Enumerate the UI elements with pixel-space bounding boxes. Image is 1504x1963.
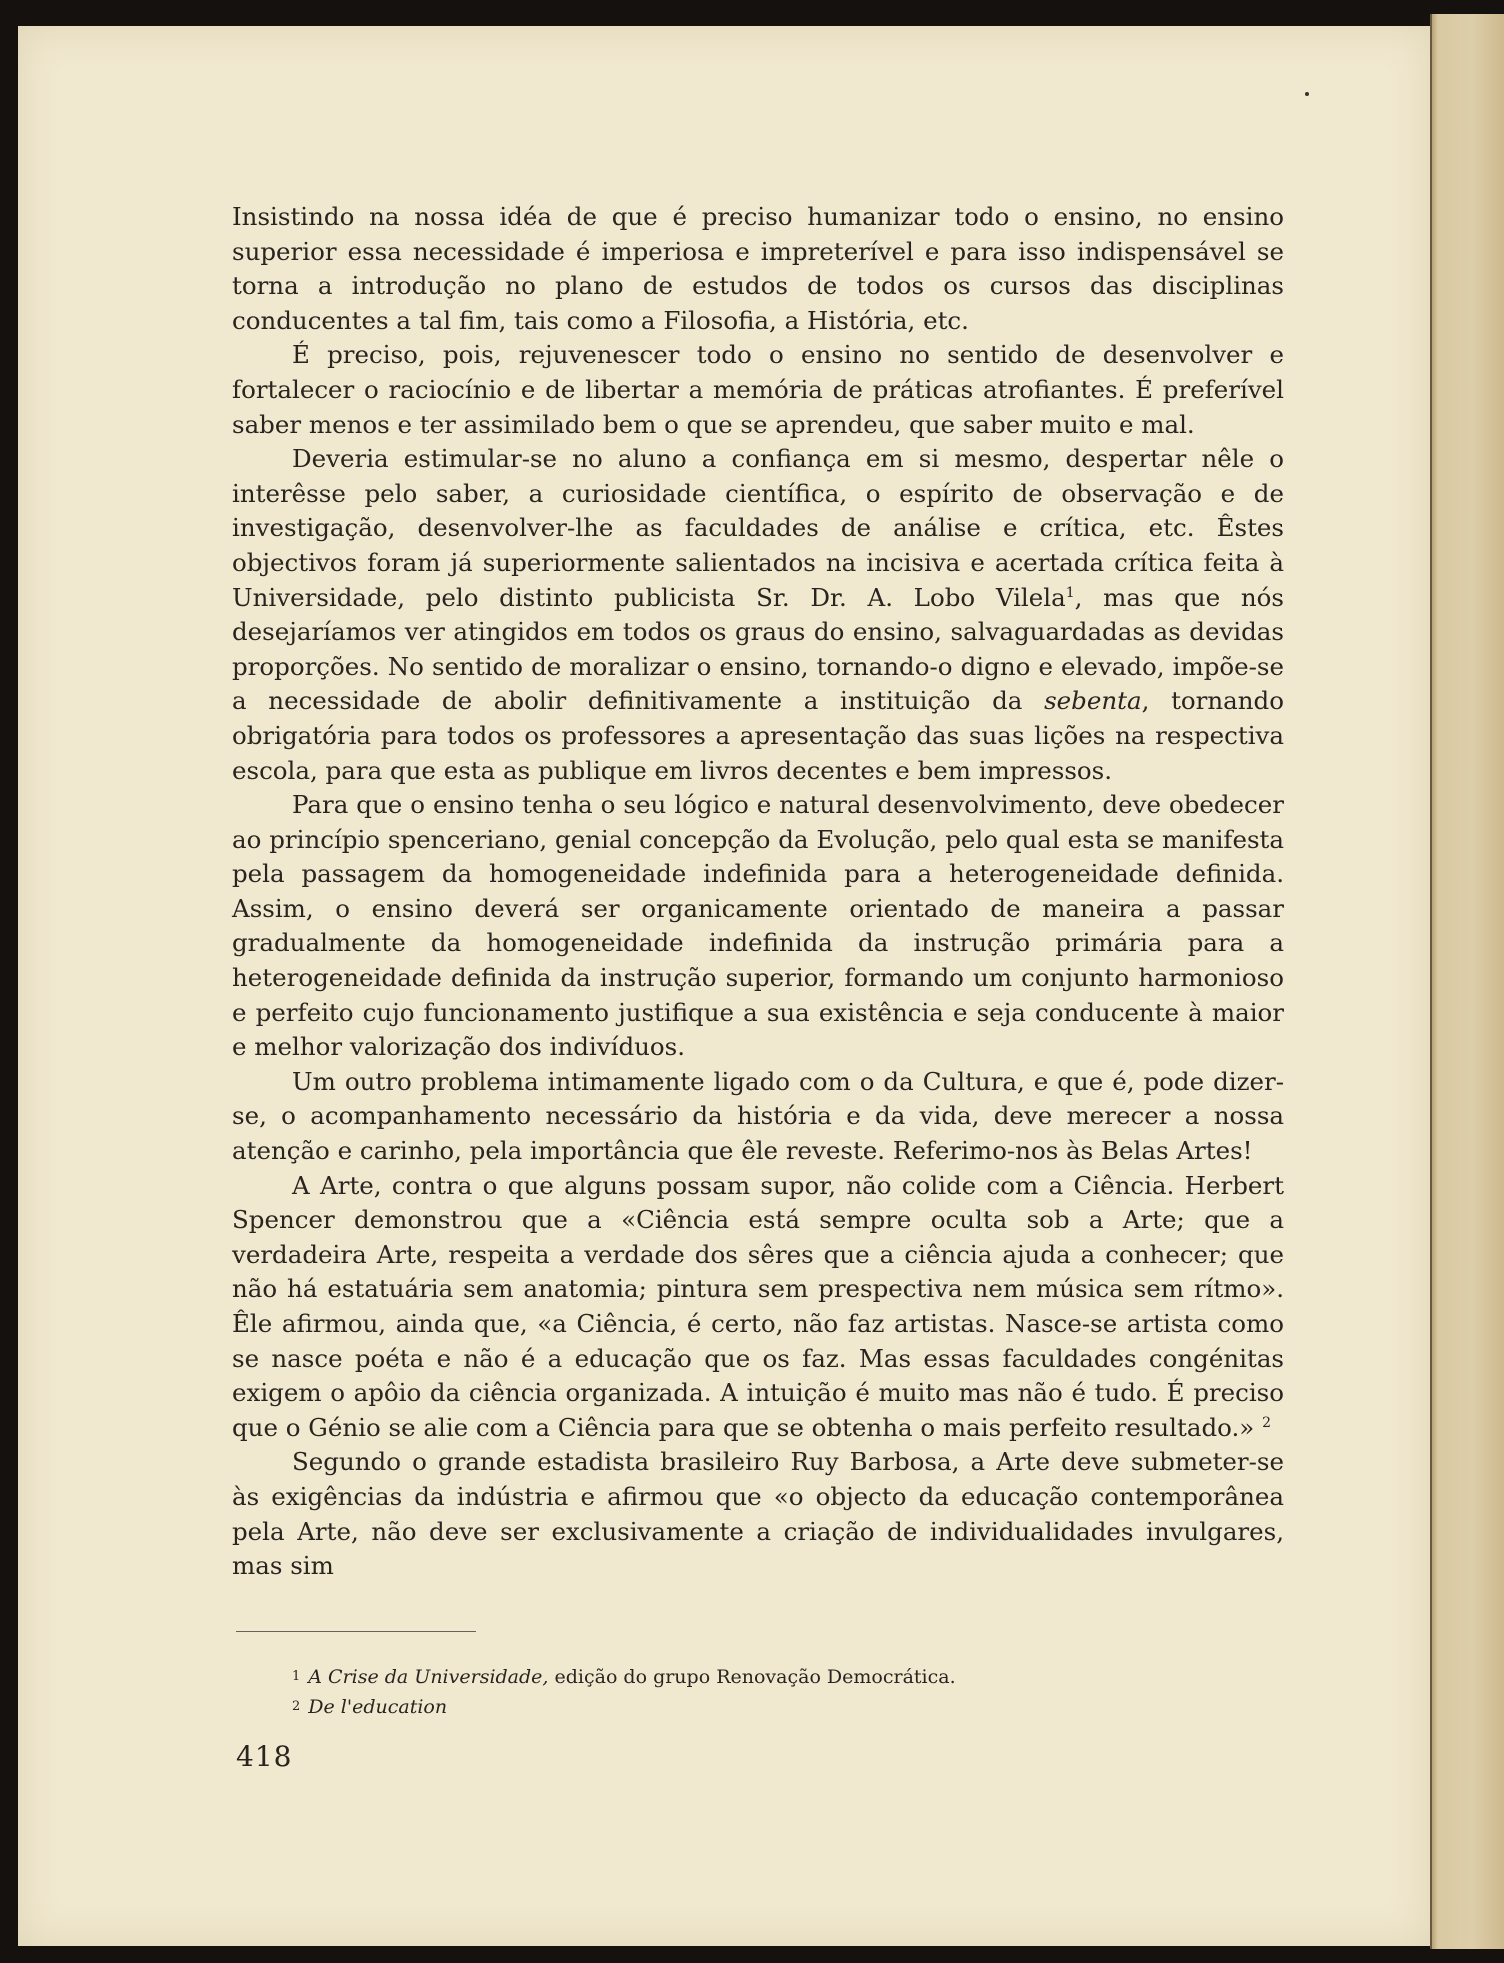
scan-speck bbox=[1305, 92, 1309, 96]
paragraph-3-italic-term: sebenta bbox=[1044, 686, 1142, 716]
adjacent-page-edge bbox=[1432, 14, 1504, 1949]
footnote-separator bbox=[236, 1631, 476, 1632]
body-text bbox=[232, 200, 1284, 1584]
paragraph-6-text: A Arte, contra o que alguns possam supor, não colide com a Ciência. Herbert Spencer demonstrou que a «Ciência está sempre oculta sob a Arte; que a verdadeira Arte, respeita a verdade dos sêres que a ciência ajuda a conhecer; que não há estatuária sem anatomia; pintura sem prespectiva nem música sem rítmo». Êle afirmou, ainda que, «a Ciência, é certo, não faz artistas. Nasce-se artista como se nasce poéta e não é a educação que os faz. Mas essas faculdades congénitas exigem o apôio da ciência organizada. A intuição é muito mas não é tudo. É preciso que o Génio se alie com a Ciência para que se obtenha o mais perfeito resultado.» bbox=[232, 1170, 1284, 1442]
paragraph-4: Para que o ensino tenha o seu lógico e natural desenvolvimento, deve obedecer ao princípio spenceriano, genial concepção da Evolução, pelo qual esta se manifesta pela passagem da homogeneidade indefinida para a heterogeneidade definida. Assim, o ensino deverá ser organicamente orientado de maneira a passar gradualmente da homogeneidade indefinida da instrução primária para a heterogeneidade definida da instrução superior, formando um conjunto harmonioso e perfeito cujo funcionamento justifique a sua existência e seja conducente à maior e melhor valorização dos indivíduos. bbox=[232, 790, 1284, 1062]
paragraph-2: É preciso, pois, rejuvenescer todo o ensino no sentido de desenvolver e fortalecer o raciocínio e de libertar a memória de práticas atrofiantes. É preferível saber menos e ter assimilado bem o que se aprendeu, que saber muito e mal. bbox=[232, 340, 1284, 439]
paragraph-3-part-c: , tornando obrigatória para todos os professores a apresentação das suas lições na respectiva escola, para que esta as publique em livros decentes e bem impressos. bbox=[232, 686, 1284, 785]
paragraph-3 bbox=[232, 442, 1284, 788]
paragraph-1: Insistindo na nossa idéa de que é preciso humanizar todo o ensino, no ensino superior essa necessidade é imperiosa e impreterível e para isso indispensável se torna a introdução no plano de estudos de todos os cursos das disciplinas conducentes a tal fim, tais como a Filosofia, a História, etc. bbox=[232, 202, 1284, 335]
footnote-2-number: 2 bbox=[292, 1699, 301, 1714]
footnotes bbox=[292, 1662, 1292, 1722]
page-number: 418 bbox=[236, 1740, 293, 1773]
footnote-1-text: edição do grupo Renovação Democrática. bbox=[548, 1666, 956, 1688]
paragraph-3-part-b: , mas que nós desejaríamos ver atingidos em todos os graus do ensino, salvaguardadas as devidas proporções. No sentido de moralizar o ensino, tornando-o digno e elevado, impõe-se a necessidade de abolir definitivamente a instituição da bbox=[232, 582, 1284, 716]
paragraph-3-part-a: Deveria estimular-se no aluno a confiança em si mesmo, despertar nêle o interêsse pelo saber, a curiosidade científica, o espírito de observação e de investigação, desenvolver-lhe as faculdades de análise e crítica, etc. Êstes objectivos foram já superiormente salientados na incisiva e acertada crítica feita à Universidade, pelo distinto publicista Sr. Dr. A. Lobo Vilela bbox=[232, 444, 1284, 612]
footnote-1-title: A Crise da Universidade, bbox=[308, 1666, 549, 1688]
paragraph-6 bbox=[232, 1169, 1284, 1446]
footnote-ref-2: 2 bbox=[1262, 1414, 1271, 1431]
footnote-2 bbox=[292, 1692, 1292, 1722]
footnote-1 bbox=[292, 1662, 1292, 1692]
footnote-1-number: 1 bbox=[292, 1669, 301, 1684]
footnote-2-title: De l'education bbox=[308, 1696, 448, 1718]
paragraph-5: Um outro problema intimamente ligado com o da Cultura, e que é, pode dizer-se, o acompanhamento necessário da história e da vida, deve merecer a nossa atenção e carinho, pela importância que êle reveste. Referimo-nos às Belas Artes! bbox=[232, 1066, 1284, 1166]
paragraph-7: Segundo o grande estadista brasileiro Ruy Barbosa, a Arte deve submeter-se às exigências da indústria e afirmou que «o objecto da educação contemporânea pela Arte, não deve ser exclusivamente a criação de individualidades invulgares, mas sim bbox=[232, 1447, 1284, 1581]
footnote-ref-1: 1 bbox=[1065, 584, 1075, 601]
